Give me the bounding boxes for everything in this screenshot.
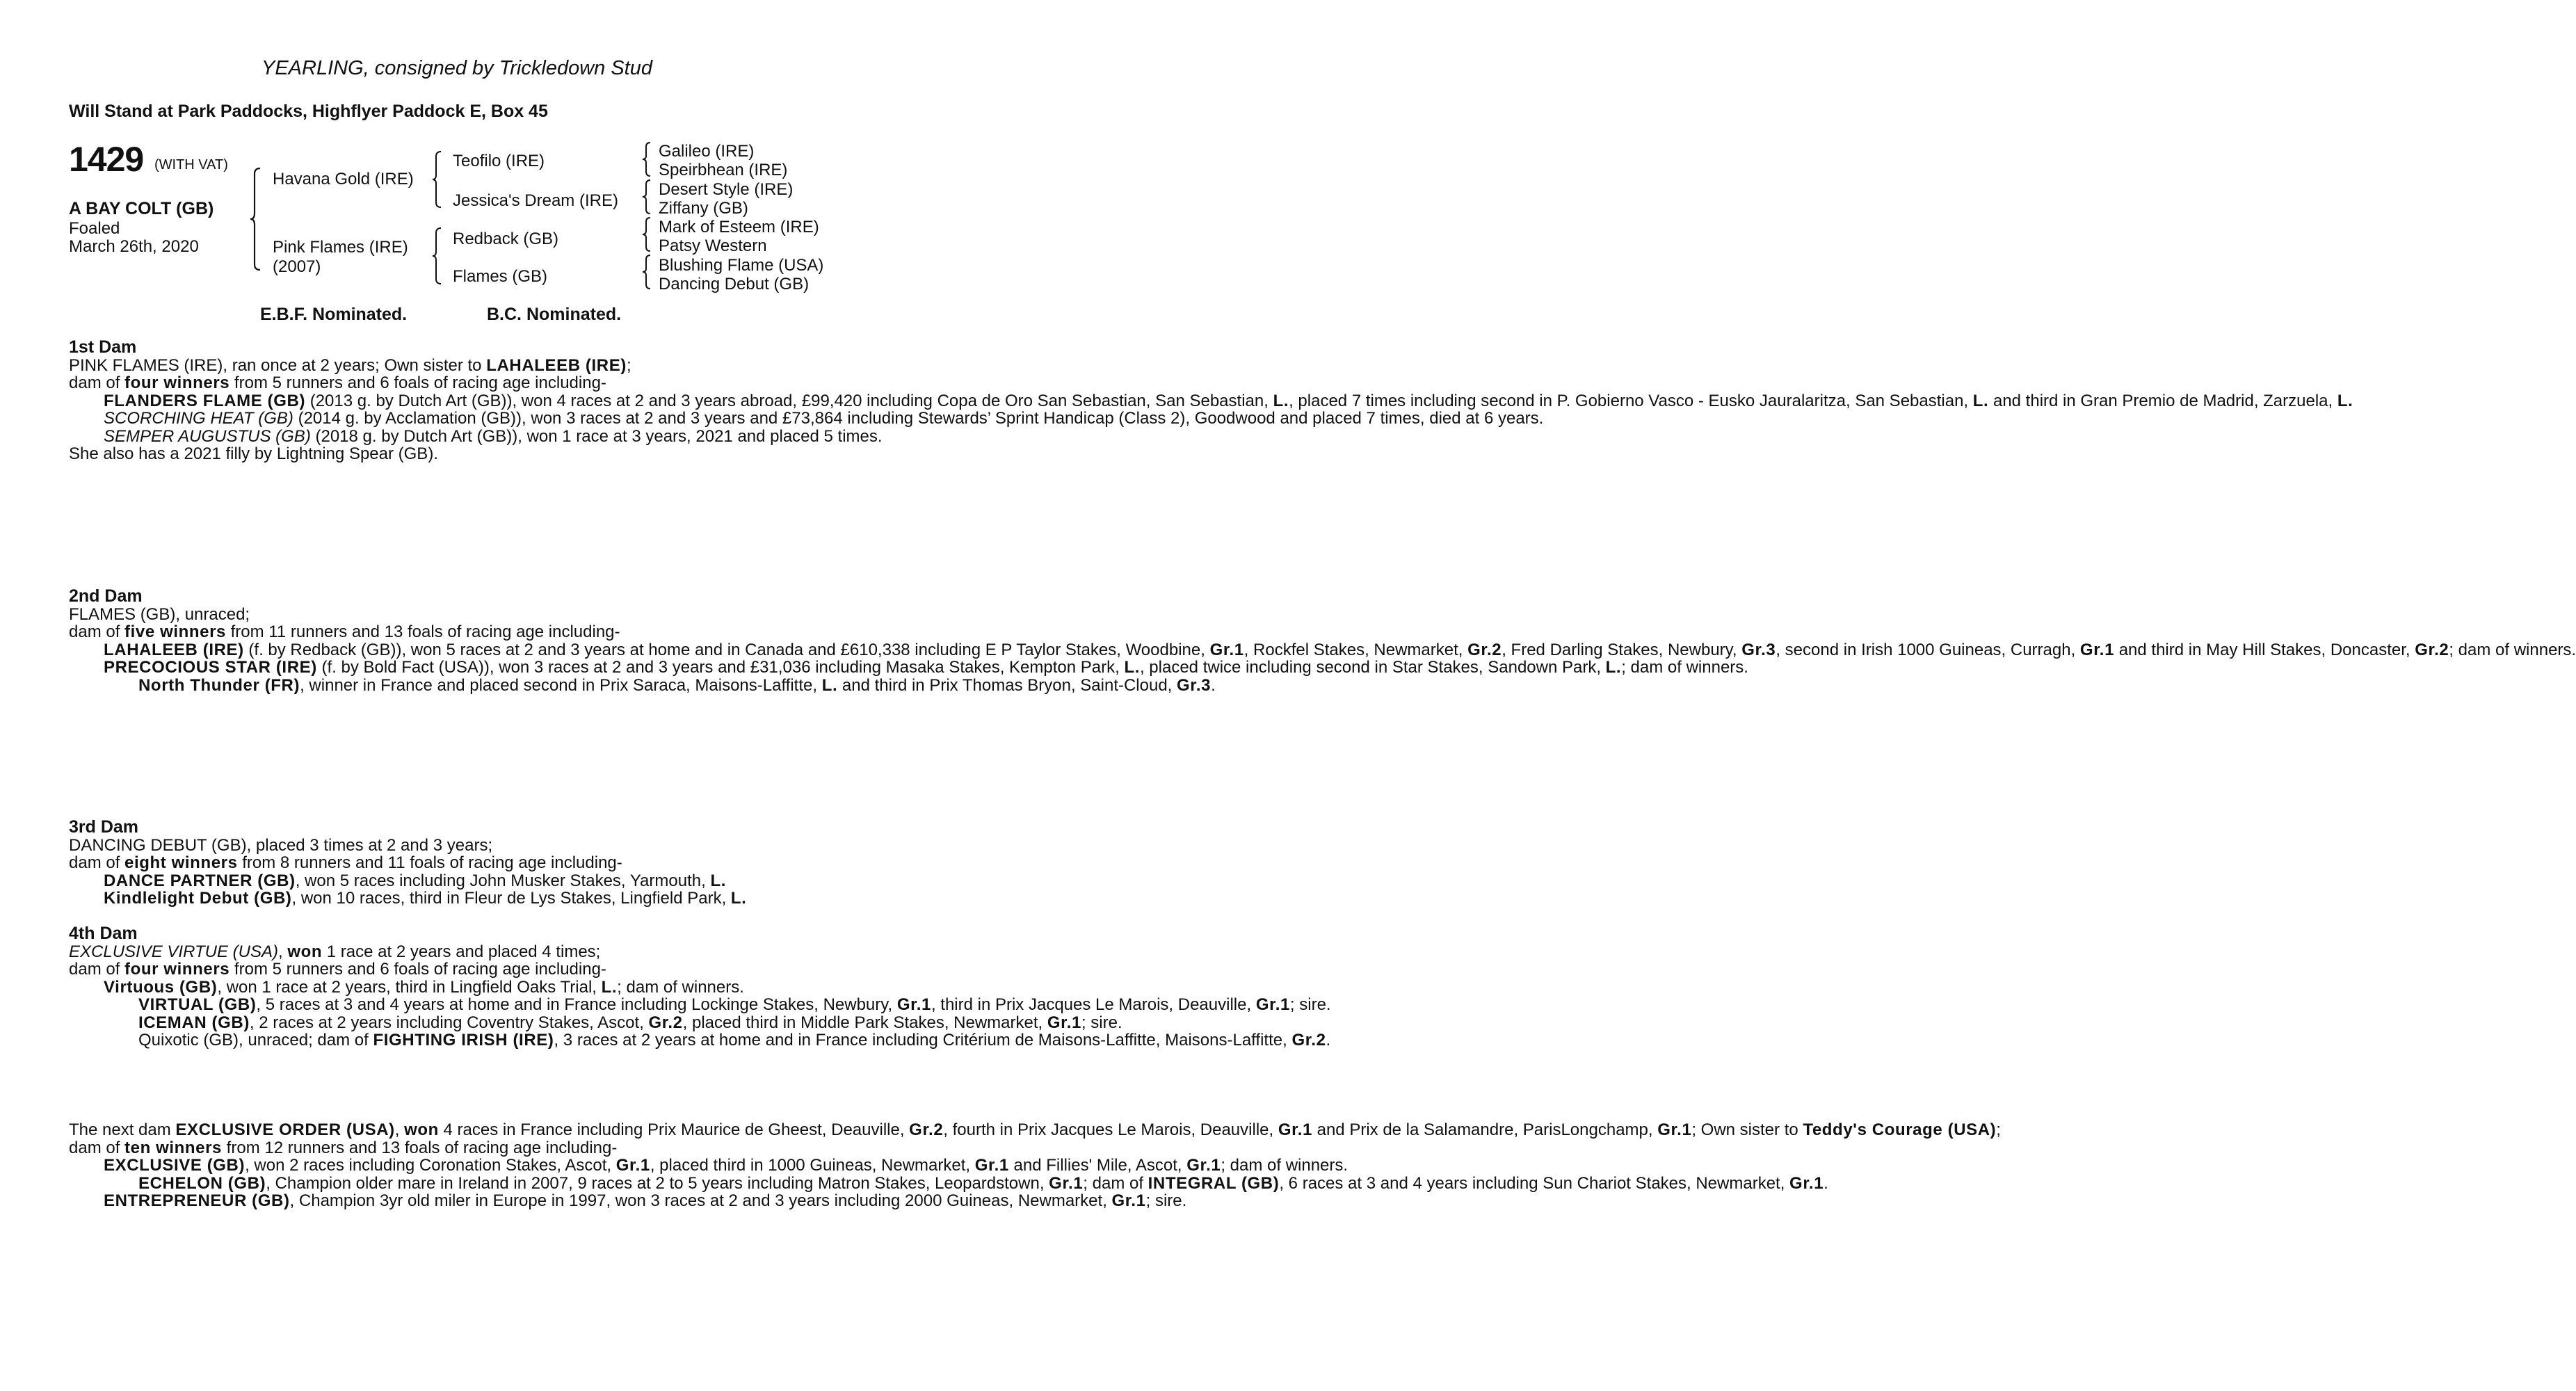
- grade: Gr.1: [2079, 640, 2115, 659]
- progeny-entry: [69, 890, 845, 908]
- pedigree-sire-sire: Teofilo (IRE): [453, 152, 545, 170]
- text: , Fred Darling Stakes, Newbury,: [1502, 640, 1742, 659]
- text: dam of: [69, 1138, 125, 1157]
- text: dam of: [69, 960, 125, 979]
- grade: Gr.1: [1186, 1156, 1221, 1175]
- pedigree-dam: Pink Flames (IRE): [273, 238, 408, 257]
- fourth-dam-section: [69, 924, 1331, 1050]
- pedigree-brace-sire: [431, 150, 444, 209]
- progeny-entry: [69, 1013, 1122, 1032]
- grade: Gr.3: [1177, 675, 1211, 695]
- winners-count: eight winners: [124, 853, 238, 872]
- text: , 5 races at 3 and 4 years at home and in France including Lockinge Stakes, Newbury,: [256, 995, 897, 1014]
- second-dam-section: [69, 586, 2576, 695]
- dam-description: DANCING DEBUT (GB), placed 3 times at 2 and 3 years;: [69, 835, 493, 855]
- section-heading: 1st Dam: [69, 337, 137, 357]
- text: , placed third in Middle Park Stakes, Newmarket,: [682, 1013, 1047, 1032]
- text: ; dam of winners.: [2449, 640, 2576, 659]
- text: from 11 runners and 13 foals of racing age including-: [225, 622, 620, 641]
- progeny-entry: [69, 995, 1331, 1014]
- text: , placed twice including second in Star Stakes, Sandown Park,: [1139, 658, 1606, 677]
- text: ; Own sister to: [1691, 1120, 1803, 1139]
- next-dam-section: [69, 1120, 2001, 1210]
- progeny-entry: [69, 1156, 1349, 1175]
- progeny-entry: [69, 979, 845, 997]
- horse-name: PRECOCIOUS STAR (IRE): [104, 658, 317, 677]
- pedigree-sire: Havana Gold (IRE): [273, 170, 414, 188]
- section-heading: 4th Dam: [69, 924, 138, 943]
- vat-note: (WITH VAT): [154, 157, 228, 172]
- pedigree-sdd: Ziffany (GB): [659, 199, 748, 218]
- text: ;: [1996, 1120, 2001, 1139]
- winners-count: five winners: [124, 622, 226, 641]
- grade: L.: [730, 889, 747, 908]
- pedigree-sds: Desert Style (IRE): [659, 180, 794, 199]
- grade: Gr.1: [1047, 1013, 1081, 1032]
- dam-name: EXCLUSIVE ORDER (USA): [175, 1120, 395, 1139]
- text: (2013 g. by Dutch Art (GB)), won 4 races at 2 and 3 years abroad, £99,420 including Copa de Oro San Sebastian, San Sebastian,: [305, 391, 1273, 410]
- pedigree-ssd: Speirbhean (IRE): [659, 161, 788, 179]
- text: ,: [394, 1120, 405, 1139]
- horse-name: ICEMAN (GB): [138, 1013, 250, 1032]
- text: 4 races in France including Prix Maurice de Gheest, Deauville,: [438, 1120, 910, 1139]
- grade: Gr.1: [615, 1156, 650, 1175]
- text: ; dam of winners.: [1621, 658, 1748, 677]
- grade: Gr.1: [1049, 1173, 1084, 1193]
- text: , won 1 race at 2 years, third in Lingfield Oaks Trial,: [217, 977, 602, 997]
- pedigree-dam-dam: Flames (GB): [453, 267, 548, 286]
- progeny-entry: [69, 1031, 1331, 1050]
- text: dam of: [69, 373, 125, 392]
- progeny-entry: [69, 675, 1216, 695]
- horse-name: EXCLUSIVE (GB): [104, 1156, 245, 1175]
- text: ; dam of winners.: [617, 977, 744, 997]
- progeny-entry: [69, 872, 845, 890]
- pedigree-dds: Blushing Flame (USA): [659, 256, 824, 275]
- consignment-header: YEARLING, consigned by Trickledown Stud: [261, 57, 652, 79]
- text: ; dam of: [1083, 1173, 1148, 1193]
- text: , 6 races at 3 and 4 years including Sun Chariot Stakes, Newmarket,: [1279, 1173, 1790, 1193]
- pedigree-dam-sire: Redback (GB): [453, 230, 559, 248]
- horse-name: North Thunder (FR): [138, 675, 300, 695]
- dam-description: PINK FLAMES (IRE), ran once at 2 years; Own sister to: [69, 355, 487, 375]
- text: ; sire.: [1289, 995, 1331, 1014]
- grade: L.: [710, 871, 726, 890]
- grade: Gr.3: [1741, 640, 1776, 659]
- pedigree-sire-dam: Jessica's Dream (IRE): [453, 191, 618, 210]
- text: from 8 runners and 11 foals of racing age including-: [237, 853, 622, 872]
- sister-name: LAHALEEB (IRE): [486, 355, 627, 375]
- pedigree-dss: Mark of Esteem (IRE): [659, 218, 819, 236]
- horse-name: INTEGRAL (GB): [1148, 1173, 1280, 1193]
- text: , Rockfel Stakes, Newmarket,: [1243, 640, 1468, 659]
- grade: Gr.1: [974, 1156, 1009, 1175]
- pedigree-sss: Galileo (IRE): [659, 142, 755, 161]
- grade: Gr.2: [909, 1120, 944, 1139]
- section-heading: 2nd Dam: [69, 586, 143, 606]
- lot-number: 1429: [69, 140, 144, 179]
- bc-nominated: B.C. Nominated.: [487, 305, 622, 324]
- text: from 5 runners and 6 foals of racing age including-: [230, 960, 606, 979]
- pedigree-brace-dam: [431, 227, 444, 285]
- text: , fourth in Prix Jacques Le Marois, Deauville,: [943, 1120, 1278, 1139]
- grade: Gr.1: [1255, 995, 1290, 1014]
- won-label: won: [287, 942, 323, 961]
- pedigree-brace-dd: [641, 254, 652, 290]
- progeny-entry: [69, 640, 2576, 659]
- grade: L.: [1273, 391, 1289, 410]
- text: and third in Gran Premio de Madrid, Zarzuela,: [1988, 391, 2337, 410]
- stand-location: Will Stand at Park Paddocks, Highflyer Paddock E, Box 45: [69, 102, 548, 121]
- text: , second in Irish 1000 Guineas, Curragh,: [1776, 640, 2080, 659]
- grade: L.: [1972, 391, 1989, 410]
- text: .: [1326, 1031, 1331, 1050]
- horse-name: FLANDERS FLAME (GB): [104, 391, 306, 410]
- horse-name: ENTREPRENEUR (GB): [104, 1191, 290, 1210]
- text: ; sire.: [1145, 1191, 1187, 1210]
- grade: L.: [821, 675, 838, 695]
- text: The next dam: [69, 1120, 176, 1139]
- text: , third in Prix Jacques Le Marois, Deauville,: [931, 995, 1256, 1014]
- progeny-entry: [69, 409, 1544, 428]
- grade: Gr.2: [1291, 1031, 1326, 1050]
- progeny-entry: [69, 1191, 1187, 1210]
- text: , Champion older mare in Ireland in 2007, 9 races at 2 to 5 years including Matron Stakes, Leopardstown,: [266, 1173, 1049, 1193]
- grade: Gr.2: [2415, 640, 2449, 659]
- text-punct: ;: [626, 355, 631, 375]
- foaled-date: March 26th, 2020: [69, 237, 199, 256]
- horse-name: SCORCHING HEAT (GB): [104, 409, 293, 428]
- winners-count: ten winners: [124, 1138, 223, 1157]
- horse-name: SEMPER AUGUSTUS (GB): [104, 426, 311, 446]
- text: (2018 g. by Dutch Art (GB)), won 1 race at 3 years, 2021 and placed 5 times.: [310, 426, 883, 446]
- text: (2014 g. by Acclamation (GB)), won 3 races at 2 and 3 years and £73,864 including Stewards’ Sprint Handicap (Class 2), Goodwood and placed 7 times, died at 6 years.: [293, 409, 1544, 428]
- text: , won 2 races including Coronation Stakes, Ascot,: [245, 1156, 616, 1175]
- winners-count: four winners: [124, 960, 230, 979]
- grade: Gr.2: [1467, 640, 1502, 659]
- ebf-nominated: E.B.F. Nominated.: [260, 305, 408, 324]
- horse-name: VIRTUAL (GB): [138, 995, 257, 1014]
- text: .: [1211, 675, 1216, 695]
- text: and third in May Hill Stakes, Doncaster,: [2114, 640, 2415, 659]
- grade: Gr.1: [896, 995, 931, 1014]
- horse-name: A BAY COLT (GB): [69, 199, 214, 218]
- text: .: [1824, 1173, 1828, 1193]
- pedigree-brace-ss: [641, 141, 652, 177]
- text: , 2 races at 2 years including Coventry Stakes, Ascot,: [249, 1013, 649, 1032]
- first-dam-section: [69, 337, 2353, 463]
- grade: Gr.1: [1657, 1120, 1692, 1139]
- text: ; sire.: [1081, 1013, 1122, 1032]
- sister-name: Teddy's Courage (USA): [1803, 1120, 1997, 1139]
- grade: Gr.1: [1789, 1173, 1824, 1193]
- dam-name: EXCLUSIVE VIRTUE (USA): [69, 942, 278, 961]
- grade: L.: [2337, 391, 2353, 410]
- text: ,: [277, 942, 288, 961]
- horse-name: DANCE PARTNER (GB): [104, 871, 296, 890]
- progeny-entry: [69, 426, 883, 446]
- text: 1 race at 2 years and placed 4 times;: [322, 942, 601, 961]
- horse-name: Kindlelight Debut (GB): [104, 889, 292, 908]
- horse-name: FIGHTING IRISH (IRE): [373, 1031, 554, 1050]
- progeny-entry: [69, 391, 2353, 410]
- grade: Gr.1: [1111, 1191, 1146, 1210]
- third-dam-section: [69, 819, 845, 908]
- pedigree-ddd: Dancing Debut (GB): [659, 275, 810, 294]
- next-dam-description: [69, 1120, 2001, 1139]
- pedigree-dam-year: (2007): [273, 257, 321, 276]
- pedigree-brace-sd: [641, 179, 652, 215]
- text: , won 10 races, third in Fleur de Lys Stakes, Lingfield Park,: [291, 889, 731, 908]
- additional-progeny: She also has a 2021 filly by Lightning Spear (GB).: [69, 444, 438, 463]
- horse-name: ECHELON (GB): [138, 1173, 266, 1193]
- text: dam of: [69, 622, 125, 641]
- won-label: won: [404, 1120, 439, 1139]
- grade: Gr.1: [1278, 1120, 1312, 1139]
- text: , won 5 races including John Musker Stakes, Yarmouth,: [295, 871, 711, 890]
- dam-description: FLAMES (GB), unraced;: [69, 604, 250, 624]
- text: and Prix de la Salamandre, ParisLongchamp,: [1312, 1120, 1658, 1139]
- winners-count: four winners: [124, 373, 230, 392]
- text: , Champion 3yr old miler in Europe in 1997, won 3 races at 2 and 3 years including 2000 Guineas, Newmarket,: [289, 1191, 1112, 1210]
- horse-name: LAHALEEB (IRE): [104, 640, 244, 659]
- section-heading: 3rd Dam: [69, 817, 139, 837]
- grade: Gr.1: [1209, 640, 1244, 659]
- text: , 3 races at 2 years at home and in France including Critérium de Maisons-Laffitte, Maisons-Laffitte,: [554, 1031, 1292, 1050]
- progeny-entry: [69, 658, 1748, 677]
- pedigree-brace-ds: [641, 216, 652, 252]
- text: , placed third in 1000 Guineas, Newmarket,: [650, 1156, 975, 1175]
- progeny-entry: [69, 1173, 1828, 1193]
- text: from 5 runners and 6 foals of racing age including-: [230, 373, 606, 392]
- text: dam of: [69, 853, 125, 872]
- foaled-label: Foaled: [69, 219, 120, 238]
- text: and third in Prix Thomas Bryon, Saint-Cloud,: [837, 675, 1177, 695]
- grade: L.: [1605, 658, 1622, 677]
- grade: Gr.2: [648, 1013, 683, 1032]
- pedigree-dsd: Patsy Western: [659, 236, 767, 255]
- text: Quixotic (GB), unraced; dam of: [138, 1031, 373, 1050]
- text: , placed 7 times including second in P. Gobierno Vasco - Eusko Jauralaritza, San Sebastian,: [1289, 391, 1973, 410]
- text: , winner in France and placed second in Prix Saraca, Maisons-Laffitte,: [300, 675, 822, 695]
- horse-name: Virtuous (GB): [104, 977, 218, 997]
- grade: L.: [1124, 658, 1140, 677]
- text: (f. by Redback (GB)), won 5 races at 2 and 3 years at home and in Canada and £610,338 including E P Taylor Stakes, Woodbine,: [243, 640, 1210, 659]
- text: ; dam of winners.: [1221, 1156, 1349, 1175]
- text: (f. by Bold Fact (USA)), won 3 races at 2 and 3 years and £31,036 including Masaka Stakes, Kempton Park,: [316, 658, 1125, 677]
- grade: L.: [601, 977, 618, 997]
- pedigree-brace-main: [249, 167, 263, 271]
- text: and Fillies' Mile, Ascot,: [1008, 1156, 1187, 1175]
- text: from 12 runners and 13 foals of racing age including-: [222, 1138, 618, 1157]
